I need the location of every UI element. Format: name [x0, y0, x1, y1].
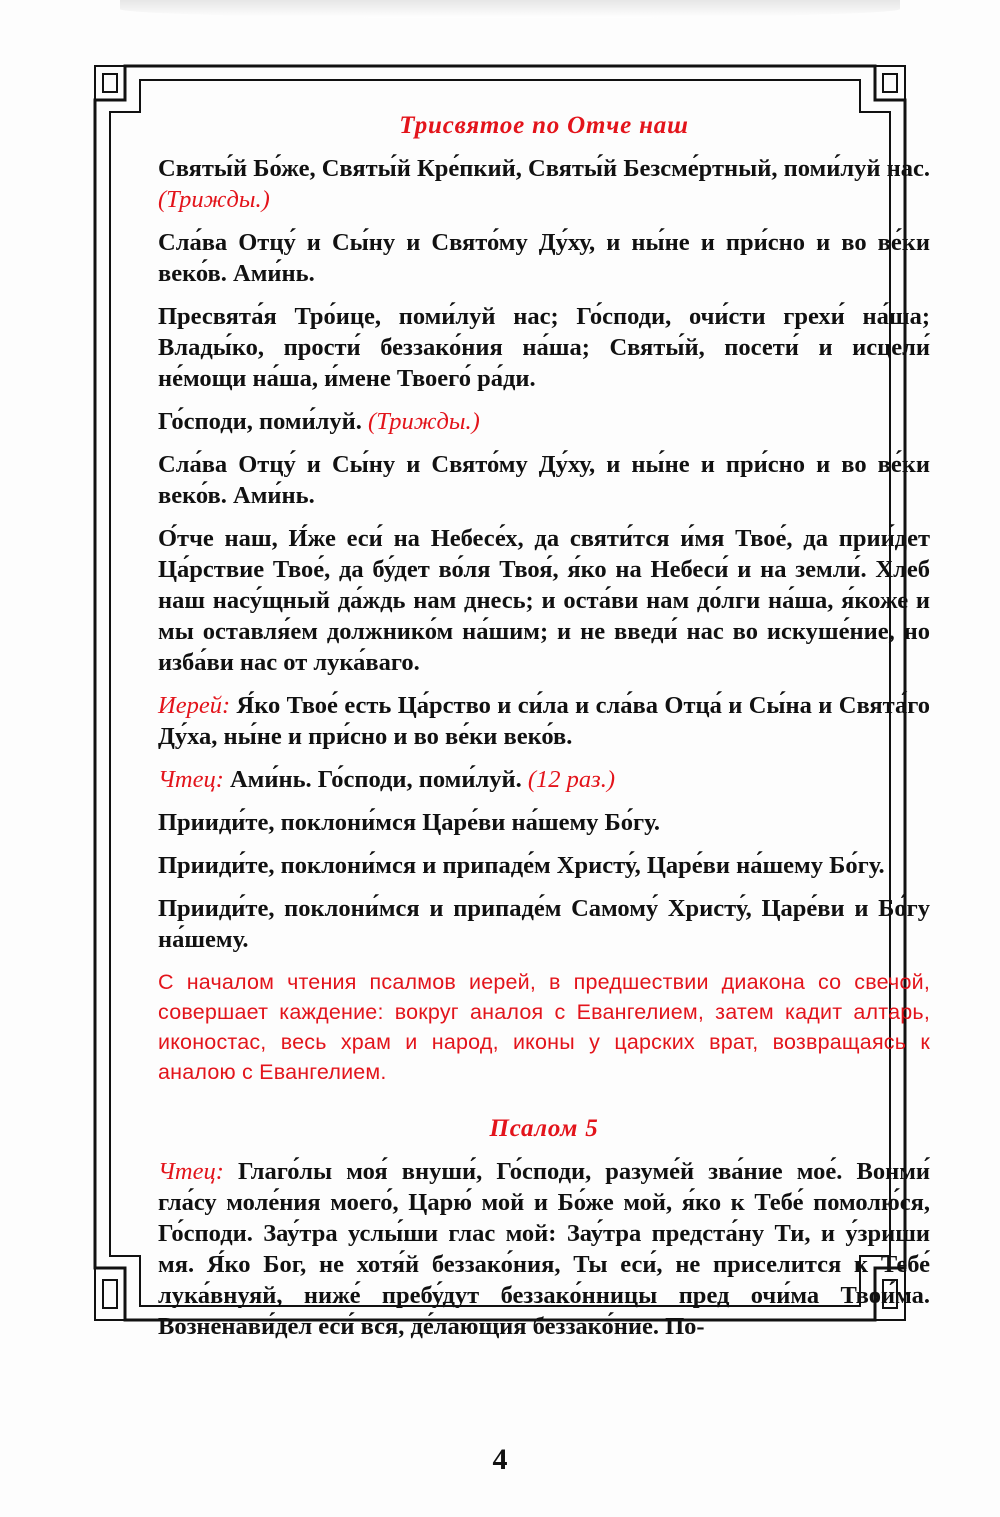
- prayer-text: Ами́нь. Го́споди, поми́луй.: [229, 766, 522, 793]
- prayer-paragraph: [158, 153, 930, 215]
- prayer-text: Я́ко Твое́ есть Ца́рство и си́ла и сла́ва Отца́ и Сы́на и Свята́го Ду́ха, ны́не и при́сно и во ве́ки веко́в.: [158, 692, 931, 750]
- prayer-paragraph: [158, 227, 930, 289]
- page-content: [158, 106, 930, 1354]
- corner-tl-inner: [103, 74, 117, 92]
- prayer-text: О́тче наш, И́же еси́ на Небесе́х, да святи́тся и́мя Твое́, да прии́дет Ца́рствие Твое́, да бу́дет во́ля Твоя́, я́ко на Небеси́ и на земли́. Хлеб наш насу́щный да́ждь нам днесь; и оста́ви нам до́лги на́ша, я́коже и мы оставля́ем должнико́м на́шим; и не введи́ нас во искуше́ние, но изба́ви нас от лука́ваго.: [158, 525, 930, 676]
- prayer-text: Святы́й Бо́же, Святы́й Кре́пкий, Святы́й Безсме́ртный, поми́луй нас.: [158, 155, 930, 182]
- prayer-text: Пресвята́я Тро́ице, поми́луй нас; Го́споди, очи́сти грехи́ на́ша; Влады́ко, прости́ беззако́ния на́ша; Святы́й, посети́ и исцели́ не́мощи на́ша, и́мене Твоего́ ра́ди.: [158, 303, 930, 392]
- prayer-text: Прииди́те, поклони́мся и припаде́м Христу́, Царе́ви на́шему Бо́гу.: [158, 852, 885, 879]
- rubric-note: (Трижды.): [158, 186, 270, 213]
- section-title-trisagion: Трисвятое по Отче наш: [399, 112, 689, 139]
- rubric-note: (12 раз.): [527, 766, 615, 793]
- speaker-label: Иерей:: [158, 692, 231, 719]
- rubric-instruction: С началом чтения псалмов иерей, в предшествии диакона со свечой, совершает каждение: вокруг аналоя с Евангелием, затем кадит алтарь, иконостас, весь храм и народ, иконы у царских врат, возвращаясь к аналою с Евангелием.: [158, 970, 930, 1084]
- rubric-note: (Трижды.): [368, 408, 480, 435]
- prayer-paragraph: [158, 406, 930, 437]
- prayer-paragraph: [158, 893, 930, 955]
- section-title-psalm-5: Псалом 5: [489, 1115, 599, 1142]
- speaker-label: Чтец:: [158, 766, 224, 793]
- prayer-text: Го́споди, поми́луй.: [158, 408, 362, 435]
- prayer-paragraph: [158, 807, 930, 838]
- prayer-paragraph: [158, 523, 930, 678]
- prayer-paragraph: [158, 690, 930, 752]
- psalm-paragraph: [158, 1156, 930, 1342]
- prayer-text: Сла́ва Отцу́ и Сы́ну и Свято́му Ду́ху, и ны́не и при́сно и во ве́ки веко́в. Ами́нь.: [158, 229, 930, 287]
- corner-tl: [95, 66, 125, 100]
- prayer-paragraph: [158, 301, 930, 394]
- prayer-text: Прииди́те, поклони́мся и припаде́м Самому́ Христу́, Царе́ви и Бо́гу на́шему.: [158, 895, 930, 953]
- corner-bl: [95, 1268, 125, 1320]
- prayer-paragraph: [158, 850, 930, 881]
- prayer-paragraph: [158, 449, 930, 511]
- speaker-label: Чтец:: [158, 1158, 224, 1185]
- prayer-paragraph: [158, 764, 930, 795]
- psalm-text: Глаго́лы моя́ внуши́, Го́споди, разуме́й зва́ние мое́. Вонми́ гла́су моле́ния моего́, Царю́ мой и Бо́же мой, я́ко к Тебе́ помолю́ся, Го́споди. Зау́тра услы́ши глас мой: Зау́тра предста́ну Ти, и у́зриши мя. Я́ко Бог, не хотя́й беззако́ния, Ты еси́, не приселится к Тебе́ лука́внуяй, ниже́ пребу́дут беззако́нницы пред очи́ма Твои́ма. Возненави́дел еси́ вся, де́лающия беззако́ние. По-: [158, 1158, 930, 1340]
- prayer-text: Сла́ва Отцу́ и Сы́ну и Свято́му Ду́ху, и ны́не и при́сно и во ве́ки веко́в. Ами́нь.: [158, 451, 930, 509]
- corner-tr-inner: [883, 74, 897, 92]
- corner-bl-inner: [103, 1280, 117, 1308]
- prayer-text: Прииди́те, поклони́мся Царе́ви на́шему Бо́гу.: [158, 809, 660, 836]
- corner-tr: [875, 66, 905, 100]
- page-number: 4: [492, 1443, 508, 1476]
